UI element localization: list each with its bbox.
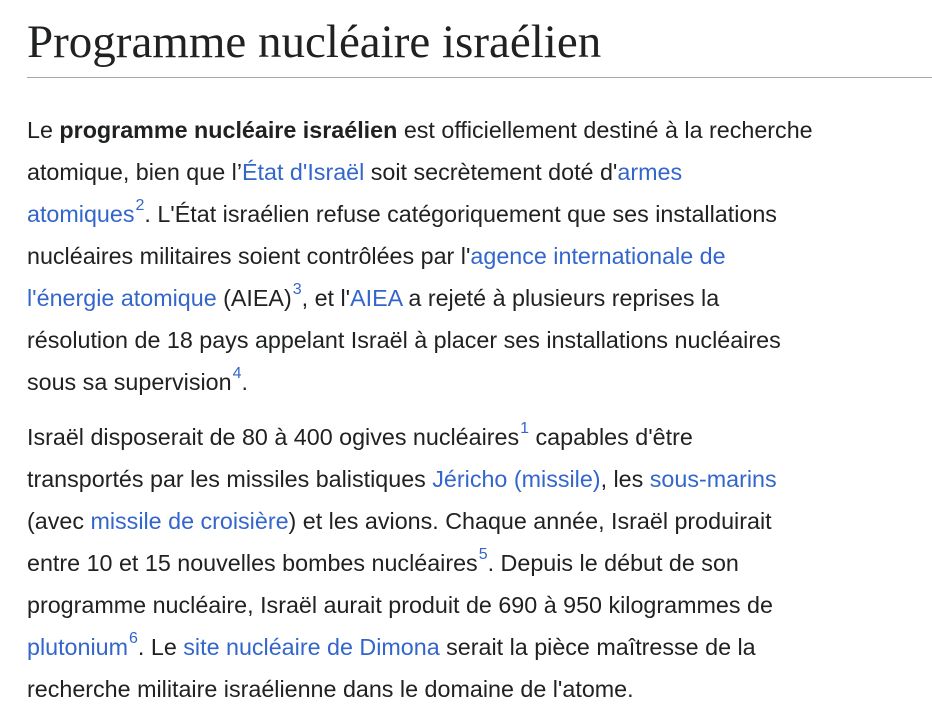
text-line [27,626,922,668]
reference-1[interactable]: 1 [520,420,530,437]
text: soit secrètement doté d' [364,159,618,185]
link-jericho-missile[interactable]: Jéricho (missile) [432,466,601,492]
link-agence-internationale-cont[interactable]: l'énergie atomique [27,285,217,311]
text-line: recherche militaire israélienne dans le domaine de l'atome. [27,676,634,702]
paragraph-1 [27,109,922,403]
text: , les [600,466,650,492]
title-divider [27,77,932,78]
text-line [27,416,922,458]
text: , et l' [301,285,351,311]
link-armes-atomiques-cont[interactable]: atomiques [27,201,135,227]
text-line [27,500,922,542]
text: Le [27,117,60,143]
text: (avec [27,508,91,534]
text-line [27,458,922,500]
text-line: programme nucléaire, Israël aurait produit de 690 à 950 kilogrammes de [27,592,773,618]
text-line [27,235,922,277]
text: nucléaires militaires soient contrôlées par l' [27,243,471,269]
link-aiea[interactable]: AIEA [350,285,402,311]
text: ) et les avions. Chaque année, Israël produirait [288,508,772,534]
text: . [241,369,248,395]
page-title: Programme nucléaire israélien [27,16,602,68]
text: entre 10 et 15 nouvelles bombes nucléaires [27,550,478,576]
link-armes-atomiques[interactable]: armes [617,159,683,185]
text: sous sa supervision [27,369,232,395]
text-line [27,542,922,584]
reference-3[interactable]: 3 [292,281,302,298]
text: atomique, bien que l’ [27,159,242,185]
link-etat-israel[interactable]: État d'Israël [242,159,365,185]
text-line [27,151,922,193]
reference-2[interactable]: 2 [135,197,145,214]
text-line: résolution de 18 pays appelant Israël à placer ses installations nucléaires [27,327,781,353]
text: transportés par les missiles balistiques [27,466,433,492]
reference-4[interactable]: 4 [232,365,242,382]
text: (AIEA) [216,285,292,311]
text: . L'État israélien refuse catégoriquement que ses installations [144,201,777,227]
text-line [27,277,922,319]
text-line [27,109,922,151]
text: . Depuis le début de son [487,550,739,576]
link-sous-marins[interactable]: sous-marins [649,466,777,492]
text-line [27,193,922,235]
text-line [27,361,922,403]
bold-term: programme nucléaire israélien [59,117,398,143]
text: serait la pièce maîtresse de la [439,634,756,660]
reference-5[interactable]: 5 [478,546,488,563]
link-plutonium[interactable]: plutonium [27,634,129,660]
article [27,0,922,76]
text: Israël disposerait de 80 à 400 ogives nucléaires [27,424,520,450]
text: . Le [137,634,184,660]
link-agence-internationale[interactable]: agence internationale de [470,243,726,269]
text: a rejeté à plusieurs reprises la [401,285,720,311]
text: est officiellement destiné à la recherche [397,117,813,143]
link-missile-de-croisiere[interactable]: missile de croisière [90,508,289,534]
text: capables d'être [529,424,693,450]
paragraph-2 [27,416,922,710]
link-site-nucleaire-dimona[interactable]: site nucléaire de Dimona [183,634,440,660]
reference-6[interactable]: 6 [129,630,138,647]
